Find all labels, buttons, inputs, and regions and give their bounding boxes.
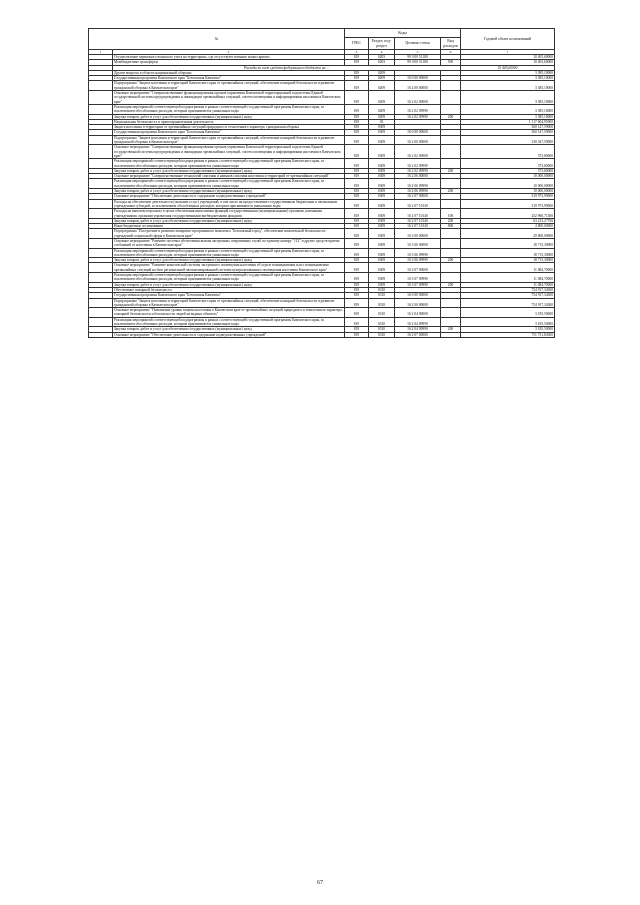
row-num-cell: [89, 179, 113, 189]
row-sum: 3 385,10000: [461, 114, 555, 119]
row-name: Другие вопросы в области национальной обороны: [113, 70, 345, 75]
row-vr: [441, 229, 461, 239]
table-row: [89, 91, 555, 105]
row-target: 16 2 00 00000: [395, 135, 441, 145]
row-target: 16 2 02 09990: [395, 104, 441, 114]
row-sum: 18 715,30000: [461, 238, 555, 248]
row-vr: [441, 263, 461, 273]
row-grbs: 819: [345, 104, 369, 114]
row-sum: 754 917,34300: [461, 293, 555, 298]
row-grbs: 819: [345, 317, 369, 327]
row-name: Расходы на выплаты персоналу в целях обеспечения выполнения функций государственными (муниципальными) органами, казенными учреждениями, органами управления государственными внебюджетными фондами: [113, 209, 345, 219]
row-razdel: 0209: [369, 91, 395, 105]
row-vr: [441, 135, 461, 145]
row-grbs: 819: [345, 293, 369, 298]
row-target: 16 3 06 09990: [395, 248, 441, 258]
row-sum: 373,60000: [461, 159, 555, 169]
table-row: [89, 298, 555, 308]
row-vr: 200: [441, 258, 461, 263]
row-grbs: 819: [345, 209, 369, 219]
row-target: 16 2 02 09990: [395, 114, 441, 119]
row-name: Реализация мероприятий соответствующей подпрограммы в рамках соответствующей государственной программы Камчатского края, за исключением обособленных расходов, которым присваиваются уникальные коды: [113, 104, 345, 114]
row-grbs: 819: [345, 81, 369, 91]
row-grbs: 819: [345, 174, 369, 179]
row-target: 16 3 07 09990: [395, 282, 441, 287]
row-razdel: 0310: [369, 317, 395, 327]
row-sum: 10 405,60000: [461, 65, 555, 70]
row-name: Подпрограмма "Защита населения и территорий Камчатского края от чрезвычайных ситуаций, обеспечение пожарной безопасности и развитие гражданской обороны в Камчатском крае": [113, 298, 345, 308]
row-name: Основное мероприятие "Развитие комплексной системы экстренного оповещения населения об угрозе возникновения или о возникновении чрезвычайных ситуаций на базе региональной автоматизированной системы централизованного оповещения населения Камчатского края": [113, 263, 345, 273]
row-num-cell: [89, 238, 113, 248]
header-num: №: [89, 29, 345, 50]
row-name: Обеспечение пожарной безопасности: [113, 287, 345, 292]
row-grbs: 819: [345, 168, 369, 173]
row-razdel: 0310: [369, 287, 395, 292]
row-grbs: 819: [345, 159, 369, 169]
row-target: 16 2 04 00000: [395, 308, 441, 318]
row-target: 16 2 07 10140: [395, 209, 441, 219]
row-num-cell: [89, 317, 113, 327]
row-sum: 10 000,00000: [461, 179, 555, 189]
row-name: Иные бюджетные ассигнования: [113, 224, 345, 229]
row-num-cell: [89, 81, 113, 91]
row-target: 16 2 07 10140: [395, 218, 441, 223]
row-target: 16 2 02 00000: [395, 145, 441, 159]
row-target: 16 2 00 00000: [395, 81, 441, 91]
table-row: [89, 179, 555, 189]
row-sum: 18 715,30000: [461, 248, 555, 258]
header-annual: Годовой объем ассигнований: [461, 29, 555, 50]
table-row: [89, 104, 555, 114]
row-vr: 200: [441, 282, 461, 287]
row-sum: 3 385,10000: [461, 76, 555, 81]
col-number: 3: [345, 50, 369, 55]
row-name: Основное мероприятие "Совершенствование технологий спасения и навыков спасения населения и территорий от чрезвычайных ситуаций": [113, 174, 345, 179]
row-sum: 10 000,00000: [461, 189, 555, 194]
row-sum: 360 147,59000: [461, 125, 555, 130]
row-grbs: 819: [345, 229, 369, 239]
row-vr: 200: [441, 218, 461, 223]
row-target: 16 0 00 00000: [395, 76, 441, 81]
row-vr: [441, 179, 461, 189]
row-razdel: 0309: [369, 199, 395, 209]
row-num-cell: [89, 199, 113, 209]
row-vr: [441, 298, 461, 308]
row-target: 16 2 07 00000: [395, 194, 441, 199]
row-razdel: 03: [369, 119, 395, 124]
row-name: Подпрограмма "Защита населения и территорий Камчатского края от чрезвычайных ситуаций, обеспечение пожарной безопасности и развитие гражданской обороны в Камчатском крае": [113, 135, 345, 145]
row-grbs: 819: [345, 258, 369, 263]
row-sum: 754 917,34300: [461, 287, 555, 292]
row-razdel: 0309: [369, 273, 395, 283]
row-vr: 200: [441, 114, 461, 119]
row-sum: 3 385,10000: [461, 104, 555, 114]
table-row: [89, 273, 555, 283]
row-name: Закупка товаров, работ и услуг для обеспечения государственных (муниципальных) нужд: [113, 282, 345, 287]
row-grbs: 819: [345, 248, 369, 258]
row-name: Расходы на обеспечение деятельности (оказание услуг) учреждений, в том числе на предоставление государственным бюджетным и автономным учреждениям субсидий, за исключением обособленных расходов, которым присваиваются уникальные коды: [113, 199, 345, 209]
row-razdel: 0309: [369, 209, 395, 219]
row-razdel: 0309: [369, 168, 395, 173]
table-row: [89, 308, 555, 318]
row-name: Закупка товаров, работ и услуг для обеспечения государственных (муниципальных) нужд: [113, 258, 345, 263]
row-sum: 3 385,10000: [461, 91, 555, 105]
row-grbs: 819: [345, 332, 369, 337]
row-target: 16 2 02 09990: [395, 168, 441, 173]
row-razdel: 0309: [369, 258, 395, 263]
row-grbs: 819: [345, 263, 369, 273]
table-row: [89, 81, 555, 91]
row-grbs: 819: [345, 238, 369, 248]
row-name: Государственная программа Камчатского края "Безопасная Камчатка": [113, 76, 345, 81]
row-sum: 319 973,99000: [461, 199, 555, 209]
row-vr: 800: [441, 224, 461, 229]
row-vr: [441, 248, 461, 258]
row-vr: [441, 308, 461, 318]
row-grbs: 819: [345, 194, 369, 199]
row-grbs: 819: [345, 125, 369, 130]
row-vr: [441, 81, 461, 91]
row-target: 16 2 06 09990: [395, 179, 441, 189]
row-grbs: 819: [345, 218, 369, 223]
row-grbs: 819: [345, 287, 369, 292]
header-codes: Коды: [345, 29, 461, 38]
col-number: 7: [461, 50, 555, 55]
row-grbs: 819: [345, 114, 369, 119]
table-row: [89, 263, 555, 273]
row-vr: 200: [441, 327, 461, 332]
row-num-cell: [89, 91, 113, 105]
row-razdel: 0309: [369, 125, 395, 130]
row-grbs: 819: [345, 224, 369, 229]
row-razdel: 0310: [369, 298, 395, 308]
row-sum: 3 185,50000: [461, 317, 555, 327]
row-num-cell: [89, 308, 113, 318]
row-sum: 373,60000: [461, 168, 555, 173]
row-target: 16 3 07 00000: [395, 263, 441, 273]
row-name: Реализация мероприятий соответствующей подпрограммы в рамках соответствующей государственной программы Камчатского края, за исключением обособленных расходов, которым присваиваются уникальные коды: [113, 248, 345, 258]
row-sum: 10 405,60000: [461, 55, 555, 60]
row-target: 16 3 06 09990: [395, 258, 441, 263]
row-name: Основное мероприятие "Развитие системы обеспечения вызова экстренных оперативных служб по единому номеру "112" и других средств приема сообщений от населения в Камчатском крае": [113, 238, 345, 248]
row-target: 16 2 04 09990: [395, 327, 441, 332]
row-razdel: 0209: [369, 70, 395, 75]
row-razdel: 0309: [369, 135, 395, 145]
row-name: Реализация мероприятий соответствующей подпрограммы в рамках соответствующей государственной программы Камчатского края, за исключением обособленных расходов, которым присваиваются уникальные коды: [113, 317, 345, 327]
row-num-cell: [89, 248, 113, 258]
row-grbs: 819: [345, 135, 369, 145]
row-target: 99 0 00 51180: [395, 55, 441, 60]
row-vr: [441, 238, 461, 248]
col-number: 4: [369, 50, 395, 55]
row-vr: [441, 104, 461, 114]
table-row: [89, 209, 555, 219]
row-razdel: 0310: [369, 327, 395, 332]
row-name: Закупка товаров, работ и услуг для обеспечения государственных (муниципальных) нужд: [113, 114, 345, 119]
row-vr: [441, 317, 461, 327]
row-grbs: 819: [345, 91, 369, 105]
row-razdel: 0309: [369, 189, 395, 194]
row-grbs: 819: [345, 145, 369, 159]
col-number: 1: [89, 50, 113, 55]
row-sum: 18 715,30000: [461, 258, 555, 263]
row-razdel: 0203: [369, 55, 395, 60]
row-name: Реализация мероприятий соответствующей подпрограммы в рамках соответствующей государственной программы Камчатского края, за исключением обособленных расходов, которым присваиваются уникальные коды: [113, 273, 345, 283]
row-grbs: 819: [345, 282, 369, 287]
row-vr: 100: [441, 209, 461, 219]
row-num-cell: [89, 332, 113, 337]
row-razdel: 0309: [369, 229, 395, 239]
row-target: 16 3 00 00000: [395, 229, 441, 239]
row-sum: 29 800,00000: [461, 229, 555, 239]
row-vr: [441, 159, 461, 169]
row-vr: 200: [441, 168, 461, 173]
row-name: Основное мероприятие "Повышение уровня защиты населения в Камчатском крае от чрезвычайных ситуаций природного и техногенного характера, пожарной безопасности и безопасности людей на водных объектах": [114, 308, 343, 317]
row-razdel: 0310: [369, 332, 395, 337]
row-target: 16 3 07 09990: [395, 273, 441, 283]
row-name: Основное мероприятие "Обеспечение деятельности и содержание подведомственных учреждений": [113, 194, 345, 199]
row-grbs: 819: [345, 179, 369, 189]
table-row: [89, 248, 555, 258]
row-sum: 360 147,59000: [461, 130, 555, 135]
row-vr: [441, 273, 461, 283]
row-razdel: 0309: [369, 179, 395, 189]
table-row: [89, 199, 555, 209]
row-vr: 200: [441, 189, 461, 194]
row-name: Закупка товаров, работ и услуг для обеспечения государственных (муниципальных) нужд: [113, 189, 345, 194]
row-grbs: 819: [345, 70, 369, 75]
row-target: 16 0 00 00000: [395, 293, 441, 298]
row-name: Основное мероприятие "Обеспечение деятельности и содержание подведомственных учреждений": [113, 332, 345, 337]
row-grbs: 819: [345, 327, 369, 332]
row-razdel: 0309: [369, 238, 395, 248]
row-razdel: 0310: [369, 308, 395, 318]
row-grbs: 819: [345, 199, 369, 209]
row-name: Основное мероприятие "Совершенствование функционирования органов управления Камчатской территориальной подсистемы Единой государственной системы предупреждения и ликвидации чрезвычайных ситуаций, систем оповещения и информирования населения в Камчатском крае": [113, 145, 345, 159]
row-target: 16 2 04 09990: [395, 317, 441, 327]
col-number: 2: [113, 50, 345, 55]
row-sum: 4 800,00000: [461, 224, 555, 229]
row-target: 16 2 06 09990: [395, 189, 441, 194]
row-num-cell: [89, 298, 113, 308]
row-sum: 3 185,50000: [461, 308, 555, 318]
row-razdel: 0309: [369, 159, 395, 169]
row-sum: 252 960,71300: [461, 209, 555, 219]
row-sum: 3 385,10000: [461, 81, 555, 91]
row-num-cell: [89, 263, 113, 273]
row-razdel: 0203: [369, 60, 395, 65]
row-sum: 373,60000: [461, 145, 555, 159]
row-razdel: 0309: [369, 263, 395, 273]
row-sum: 319 973,99000: [461, 194, 555, 199]
row-target: 16 0 00 00000: [395, 130, 441, 135]
row-target: 16 2 02 00000: [395, 91, 441, 105]
row-target: 16 2 07 10140: [395, 224, 441, 229]
row-name: Подпрограмма "Построение и развитие аппаратно-программного комплекса "Безопасный город", обеспечение комплексной безопасности учреждений социальной сферы в Камчатском крае": [113, 229, 345, 239]
row-sum: 11 084,70000: [461, 282, 555, 287]
row-name: Защита населения и территории от чрезвычайных ситуаций природного и техногенного характера, гражданская оборона: [113, 125, 345, 130]
row-vr: 500: [441, 60, 461, 65]
row-num-cell: [89, 135, 113, 145]
row-grbs: 819: [345, 60, 369, 65]
row-sum: 330 347,59000: [461, 135, 555, 145]
row-name: Межбюджетные трансферты: [113, 60, 345, 65]
row-name: Государственная программа Камчатского края "Безопасная Камчатка": [113, 293, 345, 298]
row-name: Реализация мероприятий соответствующей подпрограммы в рамках соответствующей государственной программы Камчатского края, за исключением обособленных расходов, которым присваиваются уникальные коды: [113, 159, 345, 169]
row-grbs: 819: [345, 55, 369, 60]
row-razdel: 0310: [369, 293, 395, 298]
budget-table: [88, 28, 555, 338]
table-row: [89, 135, 555, 145]
row-sum: 10 405,60000: [461, 60, 555, 65]
row-name: Государственная программа Камчатского края "Безопасная Камчатка": [113, 130, 345, 135]
row-name: Осуществление первичного воинского учета на территориях, где отсутствуют военные комиссариаты: [113, 55, 345, 60]
row-sum: 11 084,70000: [461, 263, 555, 273]
row-sum: 10 000,00000: [461, 174, 555, 179]
row-target: 16 2 00 00000: [395, 298, 441, 308]
row-razdel: 0309: [369, 174, 395, 179]
row-target: 16 3 06 00000: [395, 238, 441, 248]
row-vr: [441, 332, 461, 337]
row-target: 16 2 06 00000: [395, 174, 441, 179]
row-vr: [441, 145, 461, 159]
row-razdel: 0209: [369, 104, 395, 114]
page-number: 67: [317, 880, 323, 886]
row-num-cell: [89, 229, 113, 239]
row-razdel: 0309: [369, 248, 395, 258]
header-razdel: Раздел, под-раздел: [369, 38, 395, 50]
row-target: 99 0 00 51180: [395, 60, 441, 65]
table-row: [89, 159, 555, 169]
header-grbs: ГРБС: [345, 38, 369, 50]
row-razdel: 0309: [369, 218, 395, 223]
row-grbs: 819: [345, 308, 369, 318]
row-razdel: 0309: [369, 145, 395, 159]
row-name: Подпрограмма "Защита населения и территорий Камчатского края от чрезвычайных ситуаций, обеспечение пожарной безопасности и развитие гражданской обороны в Камчатском крае": [113, 81, 345, 91]
row-vr: [441, 91, 461, 105]
row-razdel: 0209: [369, 114, 395, 119]
row-grbs: 819: [345, 298, 369, 308]
row-grbs: 819: [345, 273, 369, 283]
row-razdel: 0309: [369, 194, 395, 199]
row-name: Закупка товаров, работ и услуг для обеспечения государственных (муниципальных) нужд: [113, 218, 345, 223]
row-target: 16 2 07 10140: [395, 199, 441, 209]
row-name: Закупка товаров, работ и услуг для обеспечения государственных (муниципальных) нужд: [113, 168, 345, 173]
row-name: Реализация мероприятий соответствующей подпрограммы в рамках соответствующей государственной программы Камчатского края, за исключением обособленных расходов, которым присваиваются уникальные коды: [113, 179, 345, 189]
row-razdel: 0309: [369, 282, 395, 287]
row-razdel: 0309: [369, 130, 395, 135]
row-target: 16 2 02 09990: [395, 159, 441, 169]
table-row: [89, 238, 555, 248]
row-razdel: 0309: [369, 224, 395, 229]
header-vr: Вид расходов: [441, 38, 461, 50]
table-row: [89, 332, 555, 337]
table-row: [89, 317, 555, 327]
row-num-cell: [89, 104, 113, 114]
col-number: 6: [441, 50, 461, 55]
col-number: 5: [395, 50, 441, 55]
row-sum: 1 117 604,95900: [461, 119, 555, 124]
row-sum: 11 084,70000: [461, 273, 555, 283]
table-row: [89, 145, 555, 159]
header-cs: Целевая статья: [395, 38, 441, 50]
row-name: Национальная безопасность и правоохранительная деятельность: [113, 119, 345, 124]
row-sum: 751 731,84300: [461, 332, 555, 337]
row-num-cell: [89, 159, 113, 169]
row-vr: [441, 199, 461, 209]
table-row: [89, 229, 555, 239]
row-name: Основное мероприятие "Совершенствование функционирования органов управления Камчатской территориальной подсистемы Единой государственной системы предупреждения и ликвидации чрезвычайных ситуаций, систем оповещения и информирования населения в Камчатском крае": [113, 91, 345, 105]
row-grbs: 819: [345, 76, 369, 81]
row-num-cell: [89, 145, 113, 159]
row-num-cell: [89, 209, 113, 219]
row-sum: 754 917,34300: [461, 298, 555, 308]
table-header: [89, 29, 555, 55]
table-body: [89, 55, 555, 338]
row-sum: 63 213,27700: [461, 218, 555, 223]
budget-sheet: [88, 28, 554, 338]
row-target: 16 2 07 00000: [395, 332, 441, 337]
row-name: Закупка товаров, работ и услуг для обеспечения государственных (муниципальных) нужд: [113, 327, 345, 332]
row-razdel: 0209: [369, 81, 395, 91]
row-grbs: 819: [345, 130, 369, 135]
row-sum: 3 385,10000: [461, 70, 555, 75]
row-num-cell: [89, 273, 113, 283]
row-grbs: 819: [345, 189, 369, 194]
row-sum: 3 185,50000: [461, 327, 555, 332]
row-grbs: 819: [345, 119, 369, 124]
row-note: Расходы за счет средств федерального бюджета на ...: [113, 65, 461, 70]
row-razdel: 0209: [369, 76, 395, 81]
